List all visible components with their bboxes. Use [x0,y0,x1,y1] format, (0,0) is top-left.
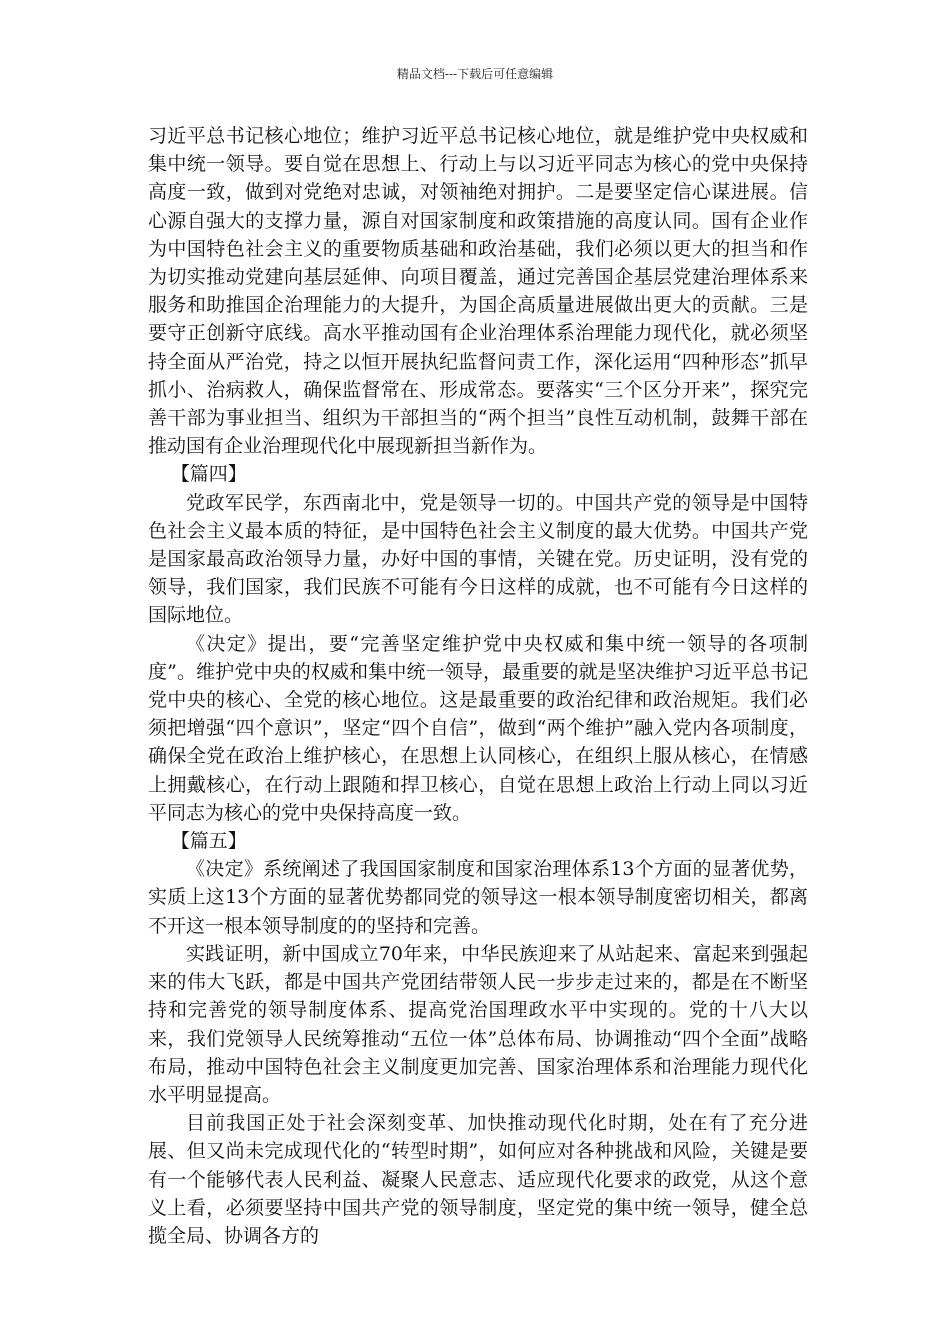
section-heading-part-four: 【篇四】 [170,463,247,486]
paragraph: 党政军民学，东西南北中，党是领导一切的。中国共产党的领导是中国特色社会主义最本质的特征，是中国特色社会主义制度的最大优势。中国共产党是国家最高政治领导力量，办好中国的事情，关键在党。历史证明，没有党的领导，我们国家，我们民族不可能有今日这样的成就，也不可能有今日这样的国际地位。 [148,491,808,627]
paragraph: 实践证明，新中国成立70年来，中华民族迎来了从站起来、富起来到强起来的伟大飞跃，都是中国共产党团结带领人民一步步走过来的，都是在不断坚持和完善党的领导制度体系、提高党治国理政水平中实现的。党的十八大以来，我们党领导人民统筹推动“五位一体”总体布局、协调推动“四个全面”战略布局，推动中国特色社会主义制度更加完善、国家治理体系和治理能力现代化水平明显提高。 [148,942,808,1106]
page-header: 精品文档---下载后可任意编辑 [396,67,554,81]
paragraph: 《决定》系统阐述了我国国家制度和国家治理体系13个方面的显著优势，实质上这13个方面的显著优势都同党的领导这一根本领导制度密切相关，都离不开这一根本领导制度的的坚持和完善。 [148,858,808,937]
paragraph: 目前我国正处于社会深刻变革、加快推动现代化时期，处在有了充分进展、但又尚未完成现代化的“转型时期”，如何应对各种挑战和风险，关键是要有一个能够代表人民利益、凝聚人民意志、适应现代化要求的政党，从这个意义上看，必须要坚持中国共产党的领导制度，坚定党的集中统一领导，健全总揽全局、协调各方的 [148,1112,808,1247]
section-heading-part-five: 【篇五】 [170,830,247,853]
paragraph-continuation: 习近平总书记核心地位；维护习近平总书记核心地位，就是维护党中央权威和集中统一领导。要自觉在思想上、行动上与以习近平同志为核心的党中央保持高度一致，做到对党绝对忠诚，对领袖绝对拥护。二是要坚定信心谋进展。信心源自强大的支撑力量，源自对国家制度和政策措施的高度认同。国有企业作为中国特色社会主义的重要物质基础和政治基础，我们必须以更大的担当和作为切实推动党建向基层延伸、向项目覆盖，通过完善国企基层党建治理体系来服务和助推国企治理能力的大提升，为国企高质量进展做出更大的贡献。三是要守正创新守底线。高水平推动国有企业治理体系治理能力现代化，就必须坚持全面从严治党，持之以恒开展执纪监督问责工作，深化运用“四种形态”抓早抓小、治病救人，确保监督常在、形成常态。要落实“三个区分开来”，探究完善干部为事业担当、组织为干部担当的“两个担当”良性互动机制，鼓舞干部在推动国有企业治理现代化中展现新担当新作为。 [148,125,808,458]
document-body [148,122,808,1250]
paragraph: 《决定》提出，要“完善坚定维护党中央权威和集中统一领导的各项制度”。维护党中央的权威和集中统一领导，最重要的就是坚决维护习近平总书记党中央的核心、全党的核心地位。这是最重要的政治纪律和政治规矩。我们必须把增强“四个意识”，坚定“四个自信”，做到“两个维护”融入党内各项制度，确保全党在政治上维护核心，在思想上认同核心，在组织上服从核心，在情感上拥戴核心，在行动上跟随和捍卫核心，自觉在思想上政治上行动上同以习近平同志为核心的党中央保持高度一致。 [148,632,808,824]
